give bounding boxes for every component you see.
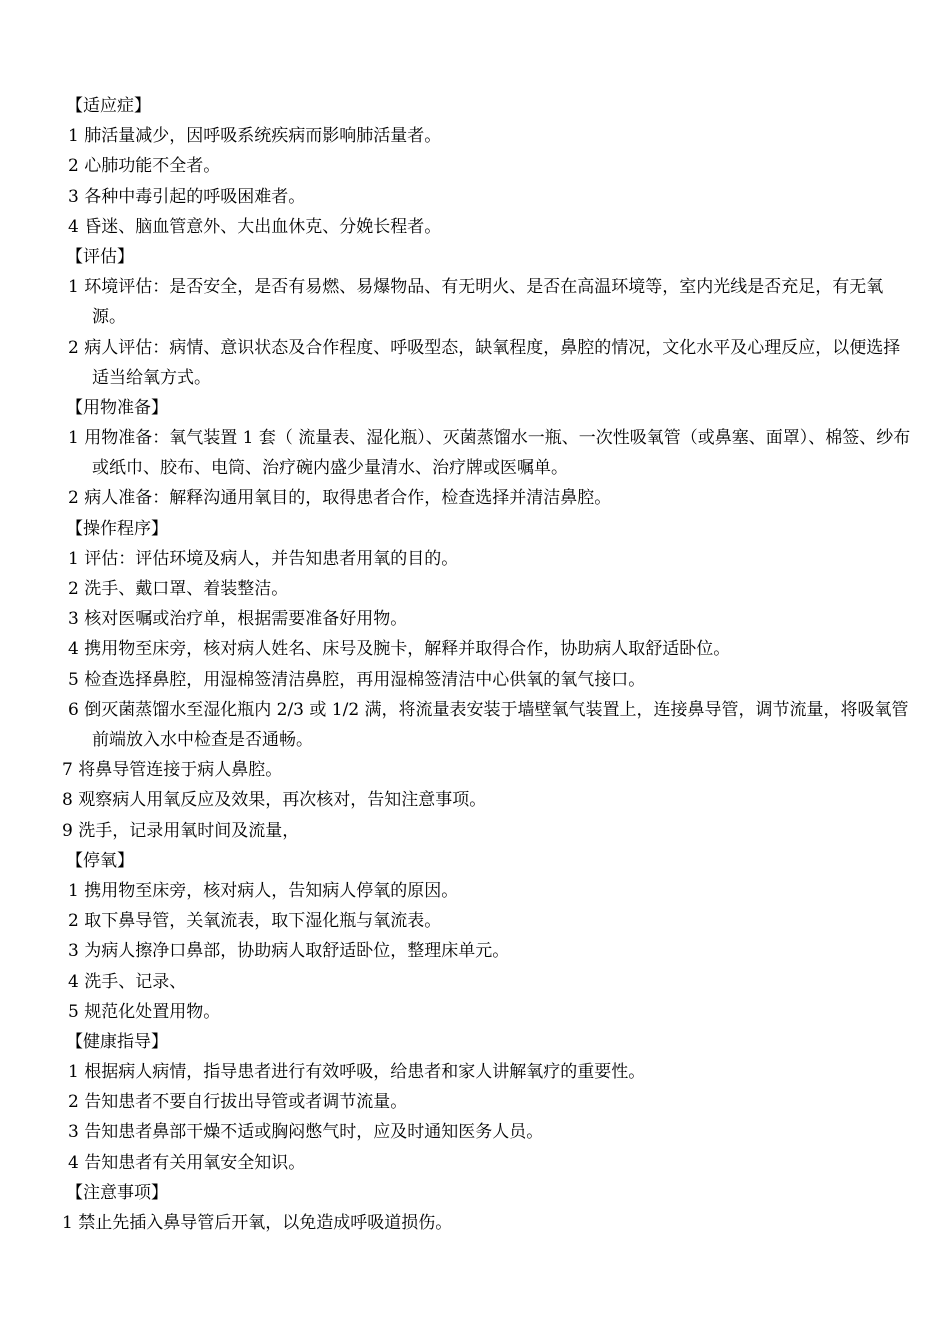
list-item: 2 病人准备：解释沟通用氧目的，取得患者合作，检查选择并清洁鼻腔。 (68, 488, 612, 509)
section-heading-stop-oxygen: 【停氧】 (66, 850, 134, 871)
list-item: 4 携用物至床旁，核对病人姓名、床号及腕卡，解释并取得合作，协助病人取舒适卧位。 (68, 639, 731, 660)
list-item: 3 核对医嘱或治疗单，根据需要准备好用物。 (68, 609, 408, 630)
list-item: 2 取下鼻导管，关氧流表，取下湿化瓶与氧流表。 (68, 911, 442, 932)
list-item: 1 携用物至床旁，核对病人，告知病人停氧的原因。 (68, 880, 459, 901)
list-item: 1 根据病人病情，指导患者进行有效呼吸，给患者和家人讲解氧疗的重要性。 (68, 1062, 646, 1083)
list-item: 1 评估：评估环境及病人，并告知患者用氧的目的。 (68, 548, 459, 569)
list-item: 4 告知患者有关用氧安全知识。 (68, 1152, 306, 1173)
list-item: 5 规范化处置用物。 (68, 1001, 221, 1022)
list-item: 8 观察病人用氧反应及效果，再次核对，告知注意事项。 (62, 790, 487, 811)
list-item: 3 告知患者鼻部干燥不适或胸闷憋气时，应及时通知医务人员。 (68, 1122, 544, 1143)
section-heading-assessment: 【评估】 (66, 246, 134, 267)
list-item: 9 洗手，记录用氧时间及流量， (62, 820, 300, 841)
list-item: 3 各种中毒引起的呼吸困难者。 (68, 186, 306, 207)
list-item: 4 洗手、记录、 (68, 971, 187, 992)
list-item: 7 将鼻导管连接于病人鼻腔。 (62, 760, 283, 781)
section-heading-health-guidance: 【健康指导】 (66, 1031, 168, 1052)
section-heading-procedure: 【操作程序】 (66, 518, 168, 539)
list-item: 1 肺活量减少，因呼吸系统疾病而影响肺活量者。 (68, 126, 442, 147)
section-heading-preparation: 【用物准备】 (66, 397, 168, 418)
list-item: 2 心肺功能不全者。 (68, 156, 221, 177)
list-item: 3 为病人擦净口鼻部，协助病人取舒适卧位，整理床单元。 (68, 941, 510, 962)
list-item: 6 倒灭菌蒸馏水至湿化瓶内 2/3 或 1/2 满，将流量表安装于墙壁氧气装置上，连接鼻导管，调节流量，将吸氧管前端放入水中检查是否通畅。 (68, 699, 909, 750)
list-item: 1 禁止先插入鼻导管后开氧，以免造成呼吸道损伤。 (62, 1213, 453, 1233)
list-item: 1 环境评估：是否安全，是否有易燃、易爆物品、有无明火、是否在高温环境等，室内光线是否充足，有无氧源。 (68, 277, 884, 328)
list-item: 2 病人评估：病情、意识状态及合作程度、呼吸型态，缺氧程度，鼻腔的情况，文化水平及心理反应，以便选择适当给氧方式。 (68, 337, 901, 388)
list-item: 2 洗手、戴口罩、着装整洁。 (68, 579, 289, 600)
list-item: 5 检查选择鼻腔，用湿棉签清洁鼻腔，再用湿棉签清洁中心供氧的氧气接口。 (68, 669, 646, 690)
section-heading-indications: 【适应症】 (66, 96, 151, 116)
list-item: 2 告知患者不要自行拔出导管或者调节流量。 (68, 1092, 408, 1113)
list-item: 1 用物准备：氧气装置 1 套（ 流量表、湿化瓶）、灭菌蒸馏水一瓶、一次性吸氧管（或鼻塞、面罩）、棉签、纱布或纸巾、胶布、电筒、治疗碗内盛少量清水、治疗牌或医嘱单。 (68, 428, 911, 479)
document-body (0, 91, 950, 1238)
section-heading-precautions: 【注意事项】 (66, 1182, 168, 1203)
list-item: 4 昏迷、脑血管意外、大出血休克、分娩长程者。 (68, 216, 442, 237)
